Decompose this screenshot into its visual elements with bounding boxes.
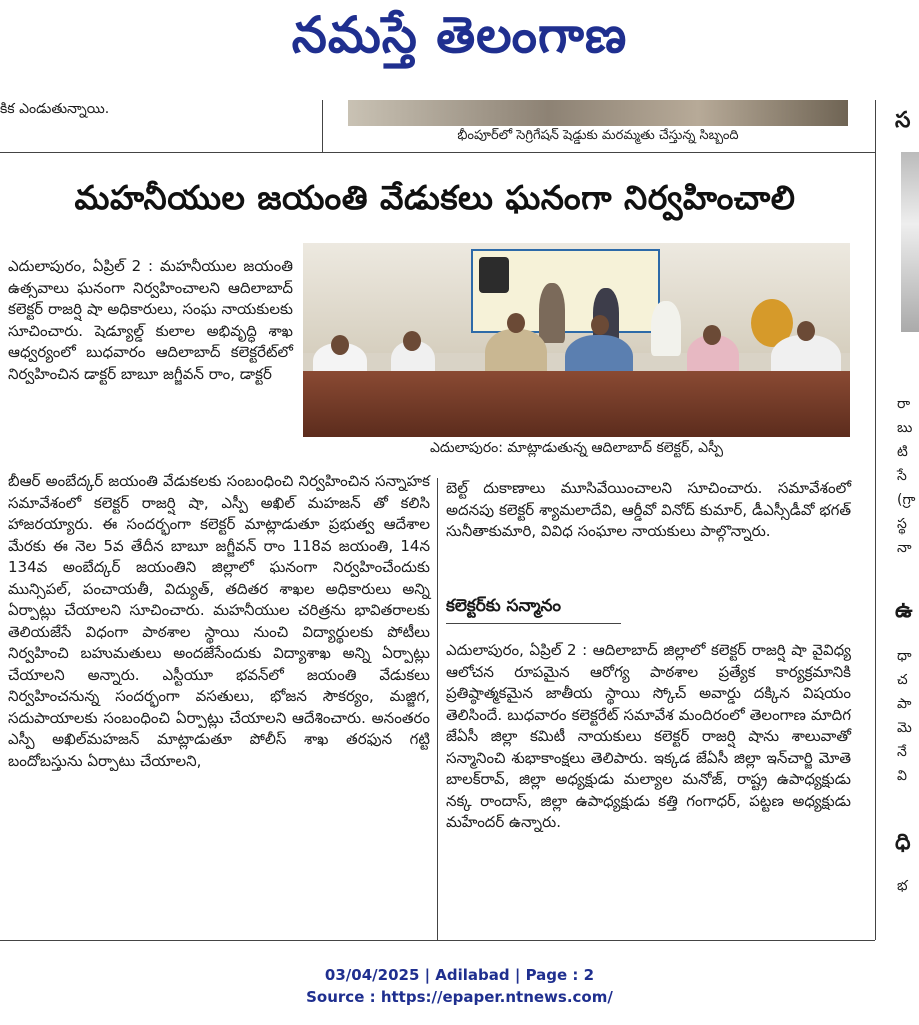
person-head	[507, 313, 525, 333]
strip-text: మె	[897, 720, 912, 736]
article-paragraph: బెల్ట్ దుకాణాలు మూసివేయించాలని సూచించారు. సమావేశంలో అదనపు కలెక్టర్ శ్యామలాదేవి, ఆర్డీవో వినోద్ కుమార్, డీఎస్సీడీవో భగత్ సునీతాకుమారి, వివిధ సంఘాల నాయకులు పాల్గొన్నారు.	[446, 479, 851, 540]
right-column-divider	[875, 100, 876, 940]
article-headline: మహనీయుల జయంతి వేడుకలు ఘనంగా నిర్వహించాలి	[74, 178, 796, 217]
masthead	[0, 0, 919, 78]
person-head	[331, 335, 349, 355]
article-column-2-bottom	[446, 640, 851, 834]
strip-text: పా	[897, 696, 912, 712]
person-head	[703, 325, 721, 345]
strip-text: భ	[897, 878, 908, 894]
person-head	[403, 331, 421, 351]
portrait	[479, 257, 509, 293]
article-column-1-top	[8, 256, 293, 385]
previous-article-fragment	[0, 86, 320, 120]
page-bottom-rule	[0, 940, 875, 941]
strip-text: ధా	[897, 648, 912, 664]
article-photo-caption: ఎదులాపురం: మాట్లాడుతున్న ఆదిలాబాద్ కలెక్టర్, ఎస్పీ	[429, 440, 724, 456]
photo-desk	[303, 371, 850, 437]
strip-text: స్థ	[897, 516, 907, 532]
page-footer	[0, 964, 919, 1008]
edition-info: 03/04/2025 | Adilabad | Page : 2	[324, 966, 595, 984]
column-divider	[322, 100, 323, 152]
source-link[interactable]: Source : https://epaper.ntnews.com/	[306, 988, 613, 1006]
newspaper-title: నమస్తే తెలంగాణ	[291, 6, 628, 64]
strip-text: రా	[897, 396, 911, 412]
article-photo	[303, 243, 850, 437]
column-divider	[437, 478, 438, 940]
article-paragraph: ఎదులాపురం, ఏప్రిల్ 2 : ఆదిలాబాద్ జిల్లాలో కలెక్టర్ రాజర్షి షా వైవిధ్య ఆలోచన రూపమైన ఆరోగ్య పాఠశాల ప్రత్యేక కార్యక్రమానికి ప్రతిష్ఠాత్మకమైన జాతీయ స్థాయి స్కోచ్ అవార్డు దక్కిన విషయం తెలిసిందే. బుధవారం కలెక్టరేట్ సమావేశ మందిరంలో తెలంగాణ మాదిగ జేఏసీ జిల్లా కమిటీ నాయకులు కలెక్టర్ రాజర్షి షాను శాలువాతో సన్మానించి శుభాకాంక్షలు తెలిపారు. ఇక్కడ జేఏసీ జిల్లా ఇన్‌చార్జి మోతె బాలక్‌రావ్, జిల్లా అధ్యక్షుడు మల్యాల మనోజ్, రాష్ట్ర ఉపాధ్యక్షుడు నక్క రాందాస్, జిల్లా ఉపాధ్యక్షుడు కత్తి గంగాధర్, పట్టణ అధ్యక్షుడు మహేందర్ ఉన్నారు.	[446, 641, 851, 831]
article-column-1	[8, 471, 430, 772]
strip-heading: ఉ	[895, 598, 913, 623]
top-photo-caption: భీంపూర్‌లో సెగ్రిగేషన్ షెడ్డుకు మరమ్మతు చేస్తున్న సిబ్బంది	[457, 128, 739, 143]
standing-person	[539, 283, 565, 343]
article-subheading: కలెక్టర్‌కు సన్మానం	[446, 596, 562, 616]
cut-line	[0, 86, 320, 98]
photo-banner	[471, 249, 660, 333]
person-head	[797, 321, 815, 341]
strip-text: నే	[897, 744, 907, 760]
article-column-2	[446, 478, 851, 543]
strip-text: టి	[897, 444, 908, 460]
strip-text: స	[895, 108, 911, 133]
article-paragraph: బీఆర్ అంబేద్కర్ జయంతి వేడుకలకు సంబంధించి నిర్వహించిన సన్నాహక సమావేశంలో కలెక్టర్ రాజర్షి షా, ఎస్పీ అఖిల్ మహజన్ తో కలిసి హాజరయ్యారు. ఈ సందర్భంగా కలెక్టర్ మాట్లాడుతూ ప్రభుత్వ ఆదేశాల మేరకు ఈ నెల 5వ తేదీన బాబూ జగ్జీవన్ రాం 118వ జయంతి, 14న 134వ అంబేద్కర్ జయంతిని జిల్లాలో ఘనంగా నిర్వహించేందుకు మున్సిపల్, పంచాయతీ, విద్యుత్, తదితర శాఖల అధికారులు అన్ని ఏర్పాట్లు చేయాలని సూచించారు. మహనీయుల చరిత్రను భావితరాలకు తెలియజేసే విధంగా పాఠశాల స్థాయి నుంచి విద్యార్థులకు పోటీలు నిర్వహించి బహుమతులు అందజేసేందుకు విద్యాశాఖ అన్ని ఏర్పాట్లు చేయాలని అన్నారు. ఎస్టీయూ భవన్‌లో జయంతి వేడుకలు నిర్వహించనున్న సందర్భంగా వసతులు, భోజన సౌకర్యం, మజ్జిగ, సదుపాయాలకు సంబంధించి ఏర్పాట్లు చేయాలని ఆదేశించారు. అనంతరం ఎస్పీ అఖిల్‌మహజన్ మాట్లాడుతూ పోలీస్ శాఖ తరఫున గట్టి బందోబస్తును ఏర్పాటు చేయాలని,	[8, 472, 430, 770]
subheading-underline	[446, 623, 621, 624]
top-photo	[348, 100, 848, 126]
strip-text: నా	[897, 540, 912, 556]
person-head	[591, 315, 609, 335]
previous-article-text: కిక ఎండుతున్నాయి.	[0, 101, 110, 117]
adjacent-article-strip	[893, 100, 919, 940]
strip-text: బు	[897, 420, 913, 436]
strip-text: చ	[897, 672, 908, 688]
standing-person	[651, 301, 681, 356]
section-divider	[0, 152, 875, 153]
article-paragraph: ఎదులాపురం, ఏప్రిల్ 2 : మహనీయుల జయంతి ఉత్సవాలు ఘనంగా నిర్వహించాలని ఆదిలాబాద్ కలెక్టర్ రాజర్షి షా అధికారులు, సంఘ నాయకులకు సూచించారు. షెడ్యూల్డ్ కులాల అభివృద్ధి శాఖ ఆధ్వర్యంలో బుధవారం ఆదిలాబాద్ కలెక్టరేట్‌లో నిర్వహించిన డాక్టర్ బాబూ జగ్జీవన్ రాం, డాక్టర్	[8, 257, 293, 383]
strip-text: సే	[897, 468, 907, 484]
adjacent-photo	[901, 152, 919, 332]
strip-heading: ధి	[895, 830, 911, 855]
strip-text: వి	[897, 768, 907, 784]
strip-text: (గ్రా	[897, 492, 916, 508]
